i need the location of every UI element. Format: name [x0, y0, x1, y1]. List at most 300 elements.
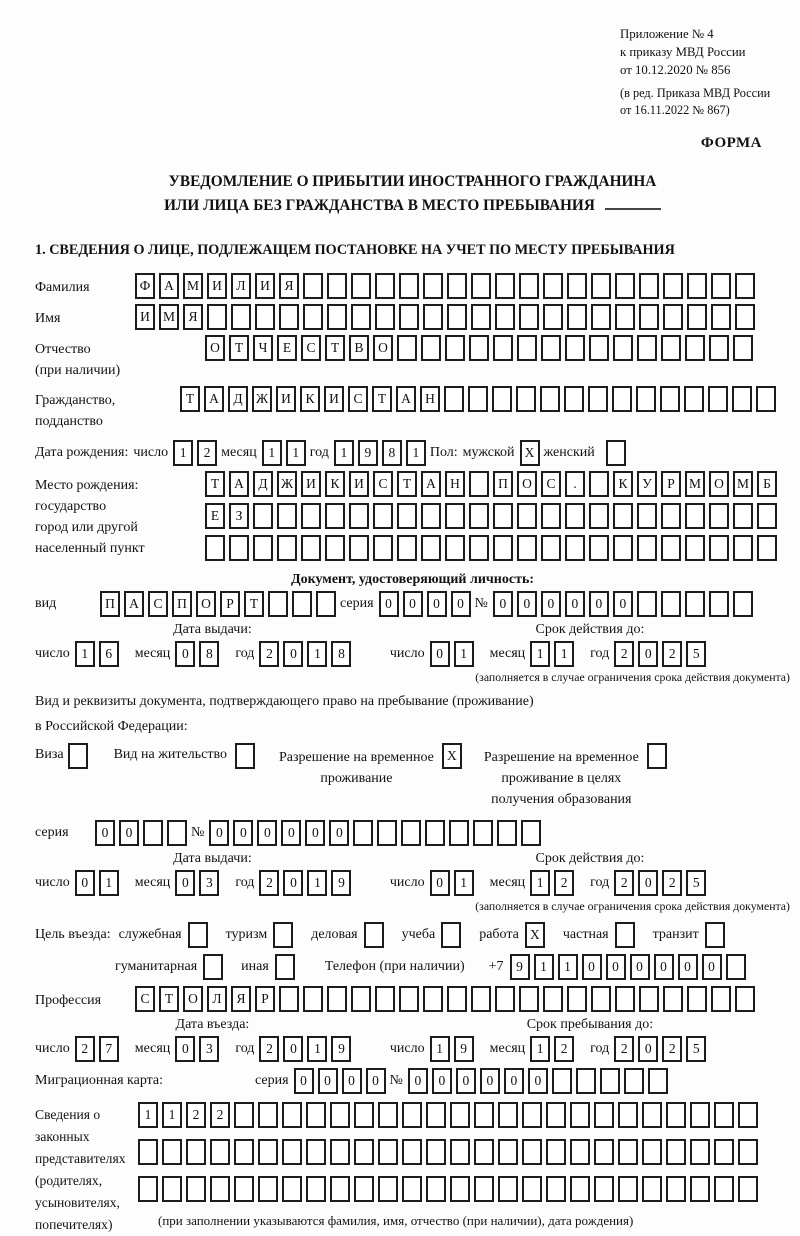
char-cell[interactable] — [444, 386, 464, 412]
char-cell[interactable]: С — [301, 335, 321, 361]
char-cell[interactable]: М — [685, 471, 705, 497]
char-cell[interactable] — [519, 273, 539, 299]
char-cell[interactable] — [495, 986, 515, 1012]
char-cell[interactable] — [473, 820, 493, 846]
char-cell[interactable] — [642, 1139, 662, 1165]
char-cell[interactable] — [546, 1102, 566, 1128]
char-cell[interactable] — [426, 1102, 446, 1128]
char-cell[interactable] — [423, 273, 443, 299]
char-cell[interactable] — [615, 304, 635, 330]
char-cell[interactable] — [516, 386, 536, 412]
char-cell[interactable] — [277, 503, 297, 529]
char-cell[interactable] — [685, 535, 705, 561]
char-cell[interactable] — [426, 1139, 446, 1165]
char-cell[interactable] — [469, 335, 489, 361]
char-cell[interactable]: Ж — [277, 471, 297, 497]
char-cell[interactable]: 0 — [379, 591, 399, 617]
char-cell[interactable] — [301, 503, 321, 529]
char-cell[interactable] — [495, 273, 515, 299]
char-cell[interactable] — [546, 1139, 566, 1165]
char-cell[interactable]: Е — [277, 335, 297, 361]
char-cell[interactable] — [687, 986, 707, 1012]
char-cell[interactable] — [733, 503, 753, 529]
char-cell[interactable] — [449, 820, 469, 846]
char-cell[interactable]: 1 — [558, 954, 578, 980]
char-cell[interactable] — [637, 591, 657, 617]
char-cell[interactable] — [642, 1176, 662, 1202]
char-cell[interactable] — [397, 535, 417, 561]
char-cell[interactable]: 2 — [662, 1036, 682, 1062]
char-cell[interactable]: Т — [180, 386, 200, 412]
char-cell[interactable]: Т — [372, 386, 392, 412]
char-cell[interactable] — [543, 304, 563, 330]
char-cell[interactable] — [474, 1176, 494, 1202]
char-cell[interactable] — [397, 503, 417, 529]
char-cell[interactable] — [591, 273, 611, 299]
char-cell[interactable] — [661, 335, 681, 361]
char-cell[interactable]: 0 — [638, 641, 658, 667]
char-cell[interactable] — [661, 503, 681, 529]
char-cell[interactable] — [423, 986, 443, 1012]
checkbox-temp-residence-box[interactable]: X — [442, 743, 462, 769]
char-cell[interactable] — [517, 503, 537, 529]
char-cell[interactable] — [306, 1102, 326, 1128]
char-cell[interactable]: О — [709, 471, 729, 497]
char-cell[interactable] — [498, 1139, 518, 1165]
checkbox-temp-residence-edu-box[interactable] — [647, 743, 667, 769]
char-cell[interactable]: Л — [231, 273, 251, 299]
char-cell[interactable]: 0 — [654, 954, 674, 980]
char-cell[interactable] — [648, 1068, 668, 1094]
char-cell[interactable] — [469, 535, 489, 561]
char-cell[interactable] — [277, 535, 297, 561]
char-cell[interactable]: 3 — [199, 1036, 219, 1062]
char-cell[interactable]: Т — [229, 335, 249, 361]
char-cell[interactable]: И — [349, 471, 369, 497]
char-cell[interactable] — [639, 304, 659, 330]
char-cell[interactable]: 0 — [175, 870, 195, 896]
char-cell[interactable]: О — [517, 471, 537, 497]
char-cell[interactable] — [471, 986, 491, 1012]
char-cell[interactable] — [522, 1139, 542, 1165]
char-cell[interactable] — [445, 535, 465, 561]
char-cell[interactable]: . — [565, 471, 585, 497]
checkbox-male-box[interactable]: X — [520, 440, 540, 466]
char-cell[interactable] — [421, 335, 441, 361]
char-cell[interactable] — [301, 535, 321, 561]
char-cell[interactable] — [589, 335, 609, 361]
char-cell[interactable]: 0 — [456, 1068, 476, 1094]
char-cell[interactable]: 2 — [186, 1102, 206, 1128]
checkbox-tourism-box[interactable] — [273, 922, 293, 948]
char-cell[interactable]: О — [183, 986, 203, 1012]
char-cell[interactable]: И — [276, 386, 296, 412]
char-cell[interactable]: 2 — [554, 1036, 574, 1062]
char-cell[interactable]: Ч — [253, 335, 273, 361]
char-cell[interactable]: 1 — [430, 1036, 450, 1062]
char-cell[interactable] — [445, 335, 465, 361]
char-cell[interactable]: 0 — [493, 591, 513, 617]
char-cell[interactable] — [330, 1139, 350, 1165]
char-cell[interactable] — [354, 1176, 374, 1202]
char-cell[interactable] — [570, 1176, 590, 1202]
char-cell[interactable] — [613, 535, 633, 561]
char-cell[interactable]: Р — [255, 986, 275, 1012]
char-cell[interactable] — [522, 1176, 542, 1202]
char-cell[interactable]: Я — [279, 273, 299, 299]
char-cell[interactable]: Н — [420, 386, 440, 412]
char-cell[interactable]: Р — [220, 591, 240, 617]
char-cell[interactable]: 1 — [554, 641, 574, 667]
char-cell[interactable] — [663, 986, 683, 1012]
char-cell[interactable]: 9 — [454, 1036, 474, 1062]
char-cell[interactable] — [543, 273, 563, 299]
char-cell[interactable]: 0 — [209, 820, 229, 846]
char-cell[interactable]: А — [124, 591, 144, 617]
char-cell[interactable]: 1 — [454, 641, 474, 667]
char-cell[interactable]: А — [204, 386, 224, 412]
char-cell[interactable] — [282, 1176, 302, 1202]
char-cell[interactable] — [615, 273, 635, 299]
char-cell[interactable] — [735, 986, 755, 1012]
char-cell[interactable]: Т — [397, 471, 417, 497]
char-cell[interactable] — [330, 1102, 350, 1128]
char-cell[interactable] — [162, 1139, 182, 1165]
char-cell[interactable] — [685, 503, 705, 529]
char-cell[interactable] — [375, 304, 395, 330]
char-cell[interactable]: Р — [661, 471, 681, 497]
char-cell[interactable]: К — [300, 386, 320, 412]
char-cell[interactable]: Т — [325, 335, 345, 361]
char-cell[interactable] — [637, 503, 657, 529]
char-cell[interactable]: 2 — [259, 1036, 279, 1062]
char-cell[interactable]: 1 — [334, 440, 354, 466]
char-cell[interactable] — [666, 1139, 686, 1165]
char-cell[interactable]: П — [493, 471, 513, 497]
char-cell[interactable] — [325, 535, 345, 561]
char-cell[interactable]: Ж — [252, 386, 272, 412]
char-cell[interactable] — [303, 273, 323, 299]
char-cell[interactable]: 0 — [678, 954, 698, 980]
char-cell[interactable]: 0 — [233, 820, 253, 846]
char-cell[interactable] — [468, 386, 488, 412]
char-cell[interactable]: 1 — [530, 641, 550, 667]
char-cell[interactable]: И — [301, 471, 321, 497]
char-cell[interactable] — [666, 1176, 686, 1202]
char-cell[interactable]: У — [637, 471, 657, 497]
char-cell[interactable]: 2 — [197, 440, 217, 466]
char-cell[interactable]: 1 — [454, 870, 474, 896]
char-cell[interactable] — [567, 304, 587, 330]
char-cell[interactable] — [330, 1176, 350, 1202]
char-cell[interactable]: Е — [205, 503, 225, 529]
char-cell[interactable] — [661, 591, 681, 617]
char-cell[interactable] — [401, 820, 421, 846]
char-cell[interactable]: 0 — [95, 820, 115, 846]
char-cell[interactable] — [373, 503, 393, 529]
char-cell[interactable]: С — [148, 591, 168, 617]
char-cell[interactable] — [354, 1139, 374, 1165]
char-cell[interactable] — [687, 273, 707, 299]
char-cell[interactable]: И — [135, 304, 155, 330]
char-cell[interactable] — [474, 1102, 494, 1128]
char-cell[interactable] — [690, 1176, 710, 1202]
char-cell[interactable] — [450, 1102, 470, 1128]
char-cell[interactable] — [327, 304, 347, 330]
char-cell[interactable] — [709, 503, 729, 529]
char-cell[interactable]: 0 — [517, 591, 537, 617]
char-cell[interactable]: 0 — [528, 1068, 548, 1094]
char-cell[interactable] — [469, 471, 489, 497]
char-cell[interactable] — [303, 986, 323, 1012]
char-cell[interactable]: С — [541, 471, 561, 497]
char-cell[interactable]: П — [100, 591, 120, 617]
char-cell[interactable] — [738, 1139, 758, 1165]
char-cell[interactable]: 0 — [541, 591, 561, 617]
char-cell[interactable]: В — [349, 335, 369, 361]
char-cell[interactable] — [378, 1102, 398, 1128]
char-cell[interactable] — [210, 1176, 230, 1202]
char-cell[interactable]: 0 — [589, 591, 609, 617]
char-cell[interactable]: 0 — [305, 820, 325, 846]
char-cell[interactable] — [447, 986, 467, 1012]
char-cell[interactable]: 2 — [210, 1102, 230, 1128]
char-cell[interactable] — [738, 1102, 758, 1128]
char-cell[interactable] — [493, 535, 513, 561]
char-cell[interactable] — [552, 1068, 572, 1094]
char-cell[interactable] — [517, 335, 537, 361]
char-cell[interactable] — [639, 986, 659, 1012]
char-cell[interactable]: Б — [757, 471, 777, 497]
char-cell[interactable]: 0 — [582, 954, 602, 980]
char-cell[interactable] — [613, 335, 633, 361]
char-cell[interactable] — [594, 1139, 614, 1165]
char-cell[interactable] — [735, 273, 755, 299]
checkbox-transit-box[interactable] — [705, 922, 725, 948]
char-cell[interactable] — [613, 503, 633, 529]
char-cell[interactable] — [282, 1102, 302, 1128]
char-cell[interactable]: 0 — [606, 954, 626, 980]
char-cell[interactable] — [423, 304, 443, 330]
char-cell[interactable] — [498, 1102, 518, 1128]
char-cell[interactable] — [349, 535, 369, 561]
char-cell[interactable]: И — [324, 386, 344, 412]
char-cell[interactable]: С — [373, 471, 393, 497]
char-cell[interactable] — [447, 273, 467, 299]
char-cell[interactable] — [685, 335, 705, 361]
char-cell[interactable] — [663, 273, 683, 299]
char-cell[interactable] — [474, 1139, 494, 1165]
char-cell[interactable]: 0 — [638, 1036, 658, 1062]
char-cell[interactable] — [567, 986, 587, 1012]
char-cell[interactable] — [497, 820, 517, 846]
char-cell[interactable] — [690, 1139, 710, 1165]
char-cell[interactable]: 1 — [162, 1102, 182, 1128]
checkbox-private-box[interactable] — [615, 922, 635, 948]
char-cell[interactable] — [253, 503, 273, 529]
char-cell[interactable]: 5 — [686, 641, 706, 667]
char-cell[interactable] — [445, 503, 465, 529]
char-cell[interactable]: 2 — [662, 870, 682, 896]
char-cell[interactable] — [588, 386, 608, 412]
char-cell[interactable] — [666, 1102, 686, 1128]
char-cell[interactable] — [541, 503, 561, 529]
char-cell[interactable]: К — [325, 471, 345, 497]
char-cell[interactable] — [637, 535, 657, 561]
char-cell[interactable] — [541, 535, 561, 561]
char-cell[interactable] — [594, 1102, 614, 1128]
char-cell[interactable]: 0 — [318, 1068, 338, 1094]
char-cell[interactable] — [541, 335, 561, 361]
char-cell[interactable] — [519, 986, 539, 1012]
checkbox-other-box[interactable] — [275, 954, 295, 980]
char-cell[interactable]: 8 — [382, 440, 402, 466]
char-cell[interactable] — [565, 503, 585, 529]
char-cell[interactable] — [663, 304, 683, 330]
char-cell[interactable] — [612, 386, 632, 412]
char-cell[interactable] — [234, 1102, 254, 1128]
char-cell[interactable]: 2 — [614, 870, 634, 896]
char-cell[interactable] — [258, 1139, 278, 1165]
char-cell[interactable] — [564, 386, 584, 412]
char-cell[interactable] — [756, 386, 776, 412]
char-cell[interactable] — [186, 1139, 206, 1165]
char-cell[interactable] — [282, 1139, 302, 1165]
char-cell[interactable] — [231, 304, 251, 330]
char-cell[interactable] — [594, 1176, 614, 1202]
char-cell[interactable] — [234, 1176, 254, 1202]
char-cell[interactable] — [600, 1068, 620, 1094]
char-cell[interactable]: 7 — [99, 1036, 119, 1062]
char-cell[interactable] — [757, 535, 777, 561]
char-cell[interactable] — [738, 1176, 758, 1202]
char-cell[interactable]: Д — [228, 386, 248, 412]
char-cell[interactable]: О — [373, 335, 393, 361]
char-cell[interactable] — [639, 273, 659, 299]
char-cell[interactable] — [567, 273, 587, 299]
char-cell[interactable]: Н — [445, 471, 465, 497]
char-cell[interactable] — [726, 954, 746, 980]
char-cell[interactable]: 0 — [638, 870, 658, 896]
checkbox-study-box[interactable] — [441, 922, 461, 948]
char-cell[interactable] — [349, 503, 369, 529]
char-cell[interactable]: 6 — [99, 641, 119, 667]
char-cell[interactable] — [353, 820, 373, 846]
char-cell[interactable]: 0 — [329, 820, 349, 846]
char-cell[interactable]: 0 — [283, 641, 303, 667]
char-cell[interactable]: 9 — [510, 954, 530, 980]
char-cell[interactable]: 0 — [119, 820, 139, 846]
char-cell[interactable] — [709, 335, 729, 361]
char-cell[interactable]: 0 — [366, 1068, 386, 1094]
char-cell[interactable] — [205, 535, 225, 561]
char-cell[interactable]: А — [421, 471, 441, 497]
char-cell[interactable] — [576, 1068, 596, 1094]
char-cell[interactable]: Л — [207, 986, 227, 1012]
char-cell[interactable] — [522, 1102, 542, 1128]
char-cell[interactable]: 0 — [175, 641, 195, 667]
char-cell[interactable] — [138, 1176, 158, 1202]
checkbox-residence-permit-box[interactable] — [235, 743, 255, 769]
char-cell[interactable] — [351, 304, 371, 330]
char-cell[interactable] — [229, 535, 249, 561]
char-cell[interactable]: 9 — [331, 1036, 351, 1062]
char-cell[interactable] — [732, 386, 752, 412]
char-cell[interactable]: 1 — [307, 641, 327, 667]
char-cell[interactable]: 0 — [504, 1068, 524, 1094]
char-cell[interactable]: 5 — [686, 870, 706, 896]
char-cell[interactable]: 3 — [199, 870, 219, 896]
char-cell[interactable] — [327, 273, 347, 299]
char-cell[interactable] — [325, 503, 345, 529]
char-cell[interactable]: 0 — [342, 1068, 362, 1094]
char-cell[interactable]: 1 — [307, 870, 327, 896]
char-cell[interactable]: М — [733, 471, 753, 497]
char-cell[interactable] — [447, 304, 467, 330]
char-cell[interactable]: 1 — [99, 870, 119, 896]
char-cell[interactable]: Я — [231, 986, 251, 1012]
char-cell[interactable] — [711, 304, 731, 330]
char-cell[interactable]: 0 — [702, 954, 722, 980]
char-cell[interactable] — [733, 535, 753, 561]
char-cell[interactable] — [589, 471, 609, 497]
char-cell[interactable]: 1 — [530, 870, 550, 896]
char-cell[interactable] — [498, 1176, 518, 1202]
char-cell[interactable] — [709, 535, 729, 561]
char-cell[interactable] — [471, 304, 491, 330]
char-cell[interactable] — [687, 304, 707, 330]
char-cell[interactable]: 1 — [75, 641, 95, 667]
char-cell[interactable]: Ф — [135, 273, 155, 299]
char-cell[interactable] — [493, 335, 513, 361]
char-cell[interactable]: 2 — [259, 870, 279, 896]
char-cell[interactable] — [565, 335, 585, 361]
char-cell[interactable] — [618, 1176, 638, 1202]
char-cell[interactable] — [303, 304, 323, 330]
char-cell[interactable]: 8 — [331, 641, 351, 667]
char-cell[interactable] — [714, 1176, 734, 1202]
char-cell[interactable] — [685, 591, 705, 617]
char-cell[interactable]: 0 — [432, 1068, 452, 1094]
char-cell[interactable] — [711, 273, 731, 299]
char-cell[interactable] — [306, 1139, 326, 1165]
char-cell[interactable] — [624, 1068, 644, 1094]
char-cell[interactable] — [397, 335, 417, 361]
char-cell[interactable] — [143, 820, 163, 846]
char-cell[interactable] — [426, 1176, 446, 1202]
char-cell[interactable]: 2 — [614, 1036, 634, 1062]
char-cell[interactable]: 0 — [283, 1036, 303, 1062]
char-cell[interactable] — [618, 1139, 638, 1165]
char-cell[interactable]: П — [172, 591, 192, 617]
char-cell[interactable]: 9 — [331, 870, 351, 896]
char-cell[interactable] — [450, 1139, 470, 1165]
char-cell[interactable]: Д — [253, 471, 273, 497]
char-cell[interactable] — [714, 1102, 734, 1128]
char-cell[interactable] — [399, 273, 419, 299]
char-cell[interactable] — [327, 986, 347, 1012]
char-cell[interactable] — [258, 1176, 278, 1202]
char-cell[interactable]: 2 — [662, 641, 682, 667]
char-cell[interactable]: 1 — [286, 440, 306, 466]
char-cell[interactable] — [570, 1102, 590, 1128]
char-cell[interactable] — [421, 535, 441, 561]
char-cell[interactable] — [399, 304, 419, 330]
char-cell[interactable]: К — [613, 471, 633, 497]
char-cell[interactable] — [167, 820, 187, 846]
char-cell[interactable] — [351, 273, 371, 299]
char-cell[interactable] — [519, 304, 539, 330]
